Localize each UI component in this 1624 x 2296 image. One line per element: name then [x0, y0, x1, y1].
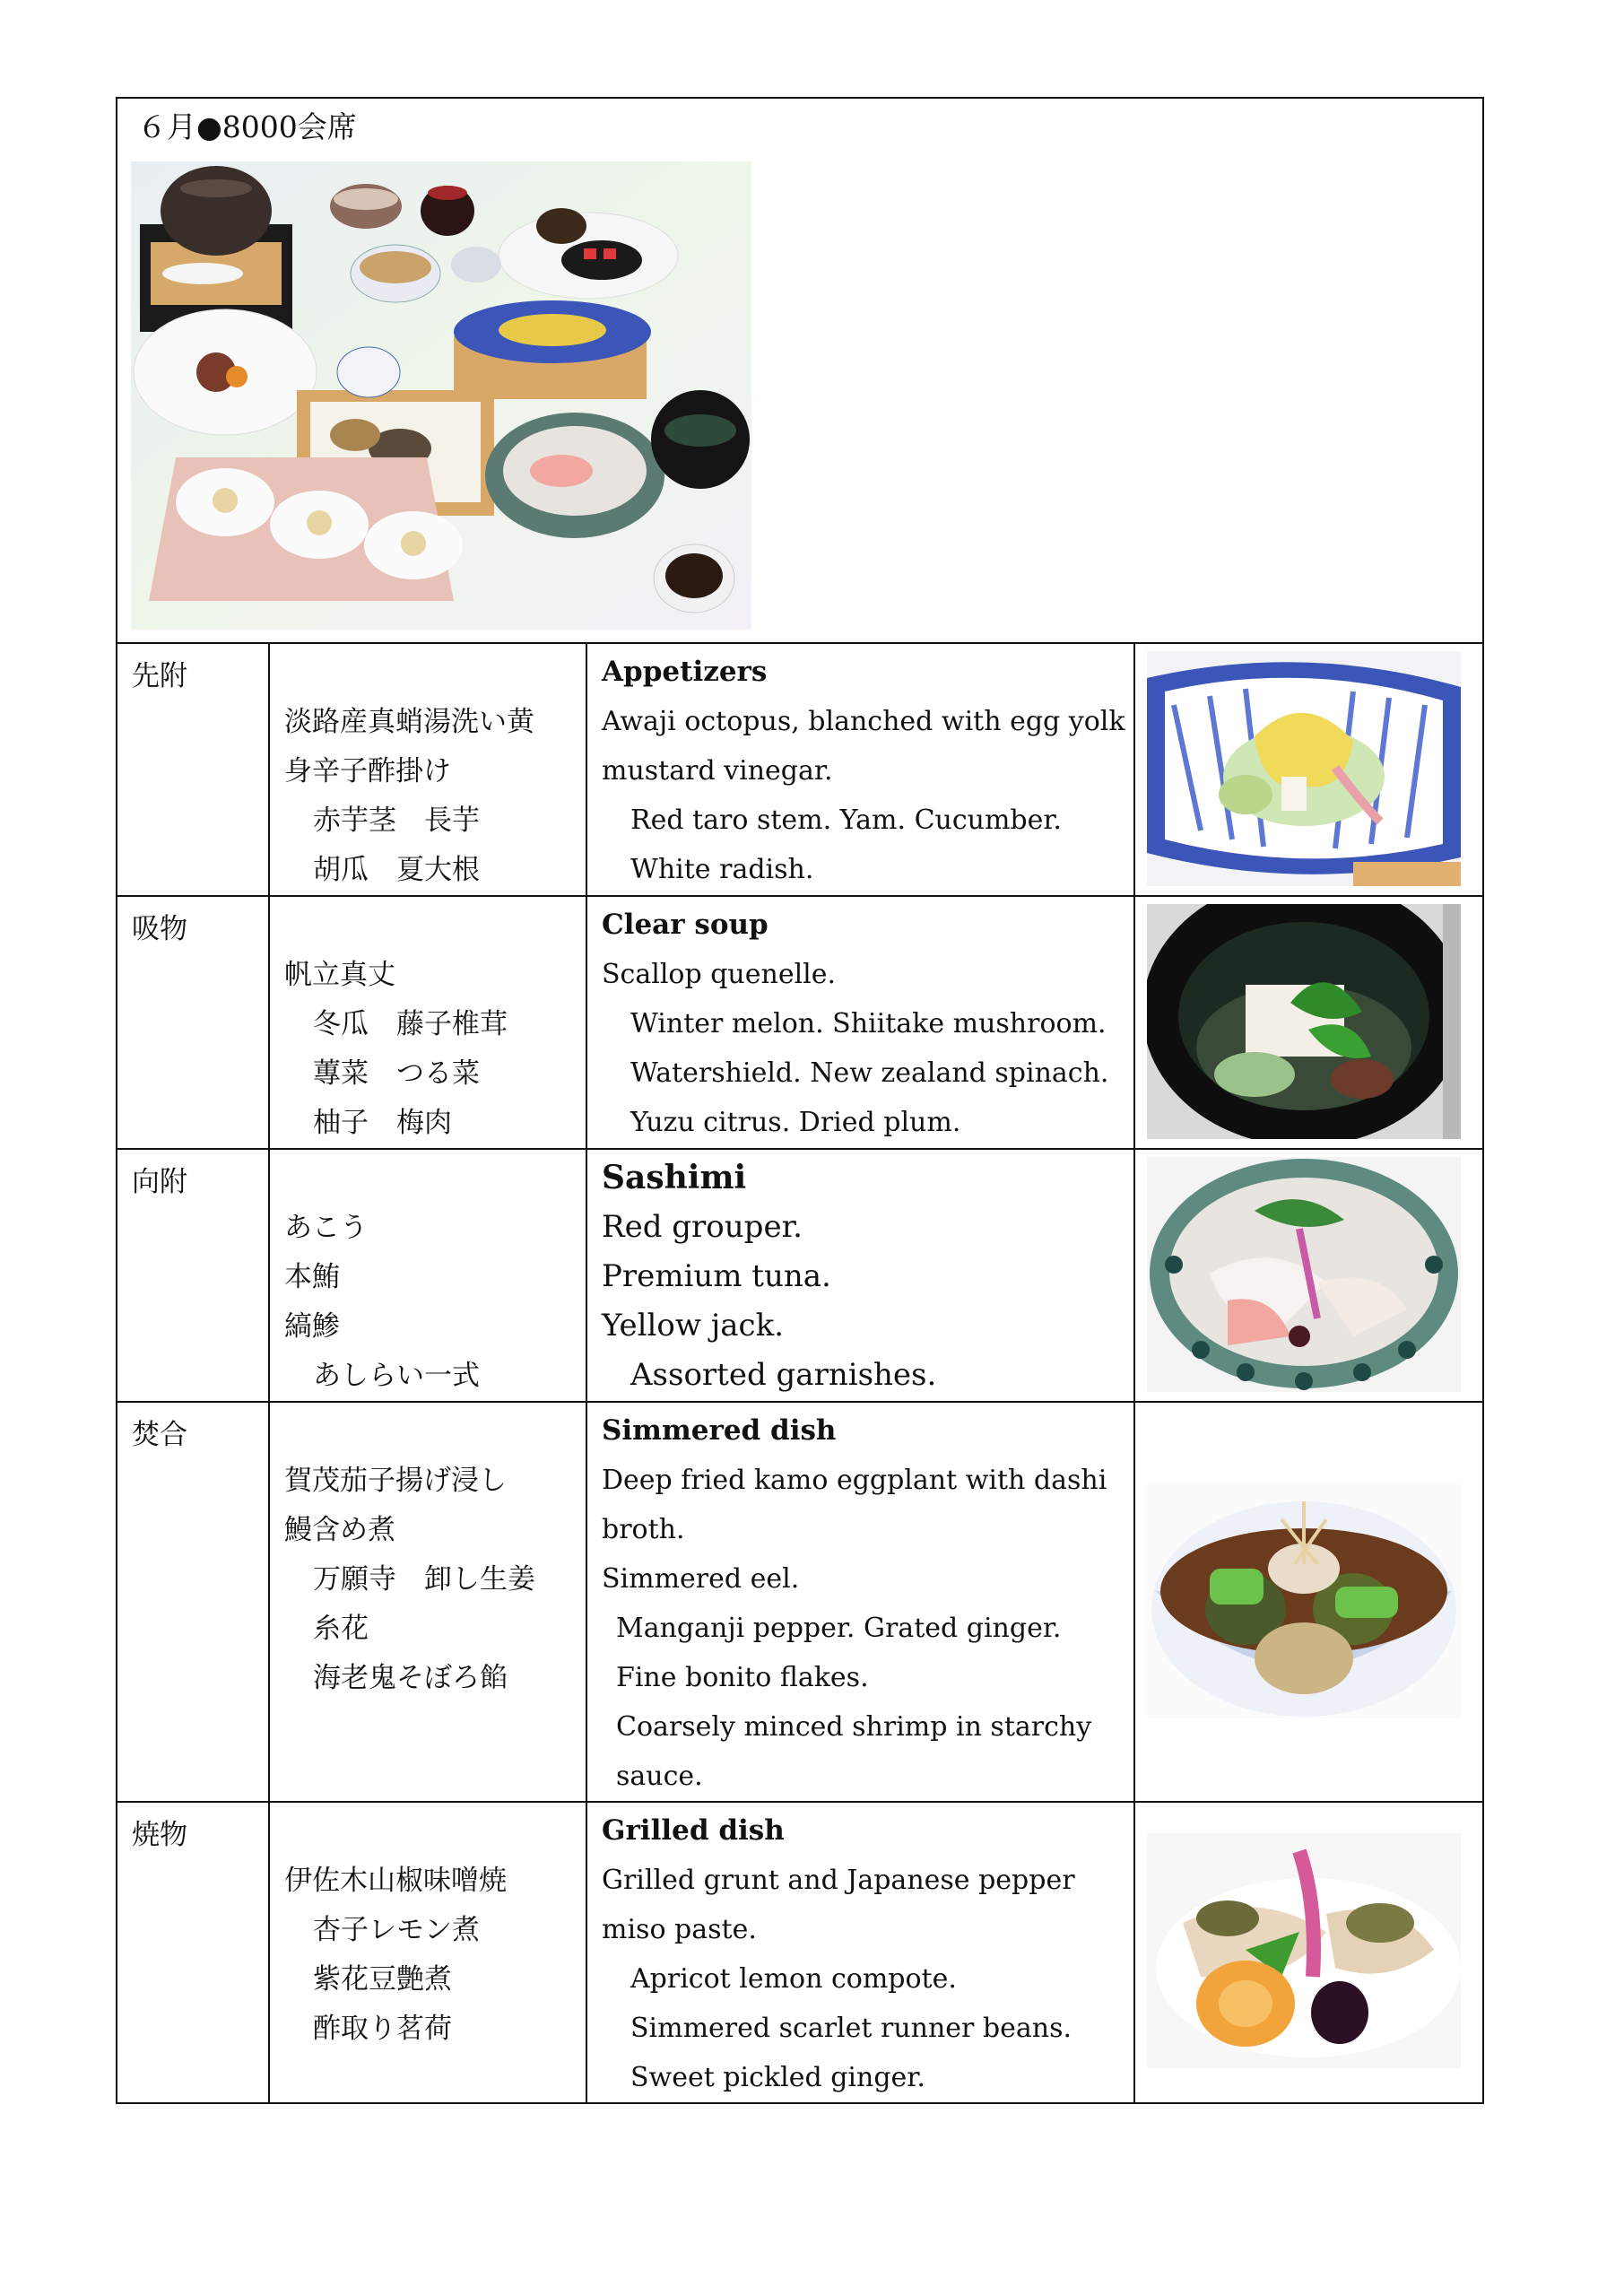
en-line: Apricot lemon compote. — [630, 1963, 957, 1995]
sashimi-photo — [1147, 1157, 1461, 1392]
octopus-appetizer-photo — [1147, 651, 1461, 886]
header-cell — [117, 98, 1483, 643]
menu-title: ６月●8000会席 — [137, 109, 357, 144]
course-overview-photo — [131, 161, 751, 630]
jp-line: 伊佐木山椒味噌焼 — [284, 1865, 507, 1897]
photo-cell — [1134, 1402, 1483, 1802]
menu-sheet — [116, 97, 1482, 2104]
jp-line: 杏子レモン煮 — [313, 1914, 480, 1946]
jp-line: 胡瓜 夏大根 — [313, 854, 480, 886]
jp-line: 柚子 梅肉 — [313, 1107, 452, 1139]
grilled-dish-photo — [1147, 1833, 1461, 2068]
en-line: Simmered eel. — [602, 1563, 800, 1595]
en-line: Fine bonito flakes. — [616, 1662, 869, 1693]
jp-line: 身辛子酢掛け — [284, 755, 451, 787]
jp-line: 本鮪 — [284, 1261, 340, 1293]
menu-table — [116, 97, 1484, 2104]
en-line: White radish. — [630, 854, 814, 885]
jp-line: 糸花 — [313, 1613, 369, 1645]
en-line: Watershield. New zealand spinach. — [630, 1057, 1109, 1089]
jp-line: 万願寺 卸し生姜 — [313, 1563, 535, 1596]
course-row-sashimi — [117, 1149, 1483, 1402]
course-row-appetizers — [117, 643, 1483, 896]
en-line: Assorted garnishes. — [630, 1357, 937, 1393]
jp-line: 鰻含め煮 — [284, 1514, 395, 1546]
jp-line: 帆立真丈 — [284, 959, 395, 991]
jp-line: 赤芋茎 長芋 — [313, 804, 480, 837]
course-category: 向附 — [117, 1149, 269, 1402]
en-line: Yuzu citrus. Dried plum. — [630, 1107, 961, 1138]
photo-cell — [1134, 643, 1483, 896]
course-heading: Grilled dish — [602, 1814, 785, 1847]
jp-line: 冬瓜 藤子椎茸 — [313, 1008, 508, 1040]
course-heading: Appetizers — [602, 656, 768, 688]
course-category: 焚合 — [117, 1402, 269, 1802]
english-description — [586, 1802, 1134, 2103]
en-line: miso paste. — [602, 1914, 757, 1945]
simmered-dish-photo — [1147, 1483, 1461, 1718]
en-line: Awaji octopus, blanched with egg yolk — [602, 706, 1125, 737]
jp-line: 縞鯵 — [284, 1310, 340, 1343]
japanese-description — [269, 1149, 586, 1402]
photo-cell — [1134, 896, 1483, 1149]
course-heading: Sashimi — [602, 1159, 747, 1196]
jp-line: 酢取り茗荷 — [313, 2013, 452, 2045]
en-line: Scallop quenelle. — [602, 959, 837, 990]
course-heading: Simmered dish — [602, 1414, 837, 1447]
en-line: Winter melon. Shiitake mushroom. — [630, 1008, 1107, 1039]
photo-cell — [1134, 1802, 1483, 2103]
en-line: Yellow jack. — [602, 1308, 785, 1344]
header-row — [117, 98, 1483, 643]
en-line: Premium tuna. — [602, 1258, 831, 1294]
course-heading: Clear soup — [602, 909, 769, 941]
jp-line: あしらい一式 — [313, 1360, 480, 1392]
en-line: Red taro stem. Yam. Cucumber. — [630, 804, 1062, 836]
en-line: sauce. — [616, 1761, 703, 1792]
course-row-simmered-dish — [117, 1402, 1483, 1802]
en-line: Grilled grunt and Japanese pepper — [602, 1865, 1075, 1896]
en-line: Deep fried kamo eggplant with dashi — [602, 1465, 1107, 1496]
jp-line: 淡路産真蛸湯洗い黄 — [284, 706, 534, 738]
jp-line: 蓴菜 つる菜 — [313, 1057, 480, 1090]
course-category: 焼物 — [117, 1802, 269, 2103]
jp-line: 紫花豆艶煮 — [313, 1963, 452, 1996]
photo-cell — [1134, 1149, 1483, 1402]
english-description — [586, 896, 1134, 1149]
course-category: 先附 — [117, 643, 269, 896]
japanese-description — [269, 896, 586, 1149]
en-line: broth. — [602, 1514, 685, 1545]
en-line: Coarsely minced shrimp in starchy — [616, 1711, 1092, 1743]
japanese-description — [269, 1402, 586, 1802]
course-row-clear-soup — [117, 896, 1483, 1149]
en-line: Simmered scarlet runner beans. — [630, 2013, 1073, 2044]
jp-line: 海老鬼そぼろ餡 — [313, 1662, 508, 1694]
en-line: Red grouper. — [602, 1209, 803, 1245]
japanese-description — [269, 1802, 586, 2103]
english-description — [586, 1149, 1134, 1402]
en-line: mustard vinegar. — [602, 755, 833, 787]
clear-soup-photo — [1147, 904, 1461, 1139]
jp-line: 賀茂茄子揚げ浸し — [284, 1465, 507, 1497]
course-category: 吸物 — [117, 896, 269, 1149]
en-line: Manganji pepper. Grated ginger. — [616, 1613, 1062, 1644]
english-description — [586, 643, 1134, 896]
jp-line: あこう — [284, 1212, 368, 1244]
english-description — [586, 1402, 1134, 1802]
japanese-description — [269, 643, 586, 896]
en-line: Sweet pickled ginger. — [630, 2062, 925, 2093]
course-row-grilled-dish — [117, 1802, 1483, 2103]
